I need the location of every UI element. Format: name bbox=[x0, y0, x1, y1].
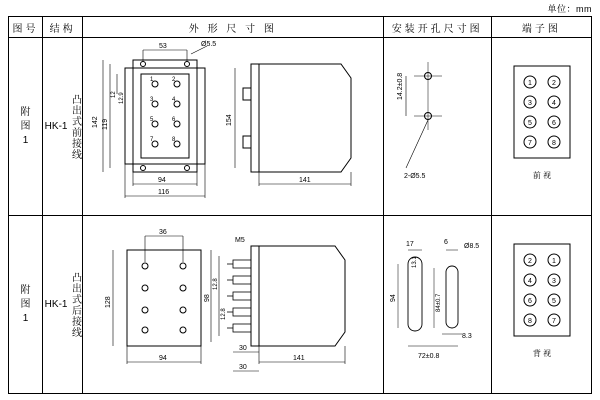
pin-label: 7 bbox=[150, 137, 154, 143]
fig-no-line1: 附 bbox=[20, 284, 31, 296]
dim-side-2-2: 30 bbox=[239, 364, 247, 371]
mounting-drawing-1 bbox=[384, 38, 492, 214]
dim-side-depth-2: 141 bbox=[293, 355, 305, 362]
structure-cell-1 bbox=[43, 38, 83, 216]
header-cell-dimension: 外 形 尺 寸 图 bbox=[83, 17, 384, 38]
dim-left-1: 142 bbox=[92, 116, 100, 128]
terminal-diagram-cell-2 bbox=[491, 216, 591, 394]
terminal-label: 2 bbox=[527, 258, 532, 265]
model-label-2: HK-1 bbox=[44, 299, 68, 310]
structure-type-2: 凸出式后接线 bbox=[69, 271, 81, 338]
header-cell-no: 图号 bbox=[9, 17, 43, 38]
terminal-caption-2: 背 视 bbox=[532, 349, 551, 358]
terminal-label: 4 bbox=[551, 100, 556, 107]
header-cell-struct: 结构 bbox=[43, 17, 83, 38]
outline-drawing-1 bbox=[83, 38, 383, 214]
terminal-label: 1 bbox=[551, 258, 556, 265]
outline-drawing-2 bbox=[83, 216, 383, 392]
dim-m2-5: 84±0.7 bbox=[435, 293, 442, 312]
terminal-label: 2 bbox=[551, 80, 556, 87]
mounting-hole-cell-1 bbox=[383, 38, 491, 216]
dim-bottom-1: 94 bbox=[158, 177, 166, 184]
dim-m2-2: 6 bbox=[443, 239, 448, 246]
mounting-drawing-2 bbox=[384, 216, 492, 392]
mounting-hole-cell-2 bbox=[383, 216, 491, 394]
dim-mount-hole: 2-Ø5.5 bbox=[403, 173, 426, 180]
header-cell-mounting: 安装开孔尺寸图 bbox=[383, 17, 491, 38]
pin-group-1 bbox=[150, 77, 180, 147]
terminal-label: 3 bbox=[551, 278, 556, 285]
terminal-label: 5 bbox=[551, 298, 556, 305]
pin-label: 5 bbox=[150, 117, 154, 123]
pin-label: 8 bbox=[172, 137, 176, 143]
dim-left-3: 12 bbox=[111, 91, 118, 98]
pin-label: 4 bbox=[172, 97, 176, 103]
terminal-label: 6 bbox=[551, 120, 556, 127]
fig-no-line2: 图 bbox=[20, 120, 31, 132]
fig-no-line3: 1 bbox=[22, 134, 29, 146]
table-row bbox=[9, 38, 592, 216]
terminal-drawing-1 bbox=[492, 38, 592, 214]
pin-label: 3 bbox=[150, 97, 154, 103]
terminal-drawing-2 bbox=[492, 216, 592, 392]
dim-bottom-2-1: 94 bbox=[159, 355, 167, 362]
terminal-label: 7 bbox=[527, 140, 532, 147]
dim-bottom-2: 116 bbox=[158, 189, 170, 196]
dim-m2-6: 94 bbox=[389, 294, 397, 302]
dim-screw: M5 bbox=[235, 237, 245, 244]
dim-side-2-1: 30 bbox=[239, 345, 247, 352]
dim-m2-4: 13.1 bbox=[411, 256, 418, 268]
dim-hole-dia: Ø5.5 bbox=[201, 41, 217, 48]
outline-dimension-cell-2 bbox=[83, 216, 384, 394]
figure-number-cell-1 bbox=[9, 38, 43, 216]
terminal-caption-1: 前 视 bbox=[532, 171, 551, 180]
dim-left-2: 119 bbox=[102, 118, 110, 130]
structure-cell-2 bbox=[43, 216, 83, 394]
terminal-label: 3 bbox=[527, 100, 532, 107]
dim-m2-3: Ø8.5 bbox=[463, 243, 479, 250]
dim-left-4: 12.9 bbox=[119, 92, 126, 104]
dimension-table bbox=[8, 16, 592, 394]
figure-number-cell-2 bbox=[9, 216, 43, 394]
outline-dimension-cell-1 bbox=[83, 38, 384, 216]
dim-mount-v: 14.2±0.8 bbox=[396, 72, 404, 100]
dim-mid-3: 12.8 bbox=[221, 308, 228, 320]
dim-m2-8: 72±0.8 bbox=[417, 353, 439, 360]
terminal-label: 6 bbox=[527, 298, 532, 305]
terminal-label: 4 bbox=[527, 278, 532, 285]
pin-label: 6 bbox=[172, 117, 176, 123]
fig-no-line1: 附 bbox=[20, 106, 31, 118]
header-cell-terminal: 端子图 bbox=[491, 17, 591, 38]
dim-side-height: 154 bbox=[226, 114, 234, 126]
fig-no-line3: 1 bbox=[22, 312, 29, 324]
terminal-label: 7 bbox=[551, 318, 556, 325]
terminal-label: 5 bbox=[527, 120, 532, 127]
fig-no-line2: 图 bbox=[20, 298, 31, 310]
terminal-label: 1 bbox=[527, 80, 532, 87]
table-header-row bbox=[9, 17, 592, 38]
terminal-label: 8 bbox=[527, 318, 532, 325]
dim-m2-1: 17 bbox=[405, 241, 414, 248]
terminal-diagram-cell-1 bbox=[491, 38, 591, 216]
structure-type-1: 凸出式前接线 bbox=[69, 93, 81, 160]
unit-note: 单位：mm bbox=[547, 4, 592, 14]
pin-label: 1 bbox=[150, 77, 154, 83]
dim-m2-7: 8.3 bbox=[461, 333, 472, 340]
dim-left-2-1: 128 bbox=[105, 296, 113, 308]
dim-mid-2: 12.8 bbox=[213, 278, 220, 290]
dim-side-depth: 141 bbox=[299, 177, 311, 184]
pin-label: 2 bbox=[172, 77, 176, 83]
model-label-1: HK-1 bbox=[44, 121, 68, 132]
dim-mid-1: 98 bbox=[204, 294, 212, 302]
terminal-label: 8 bbox=[551, 140, 556, 147]
dim-top-width: 53 bbox=[159, 43, 167, 50]
dim-top-width-2: 36 bbox=[159, 229, 167, 236]
table-row bbox=[9, 216, 592, 394]
